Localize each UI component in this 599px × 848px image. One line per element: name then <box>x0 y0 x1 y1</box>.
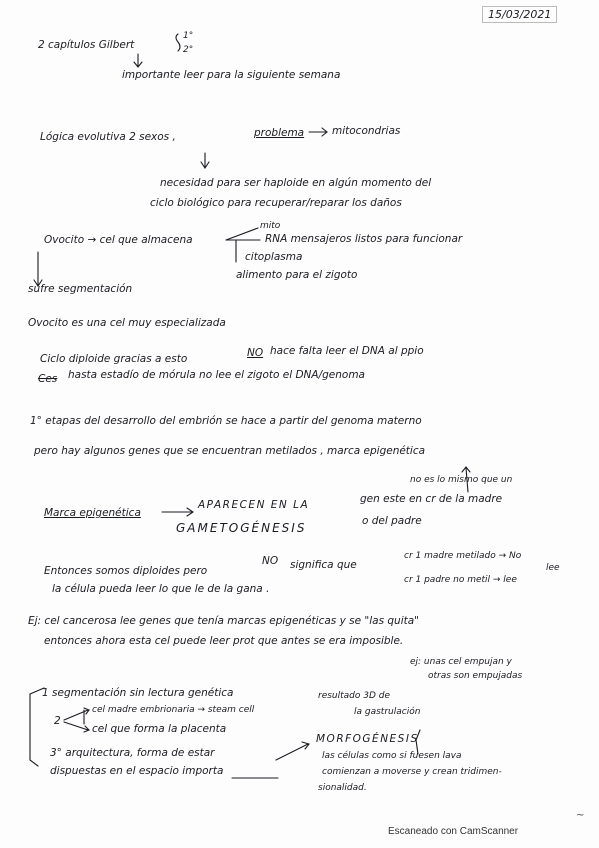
branch-arrow-2-icon <box>64 722 89 732</box>
note-line: necesidad para ser haploide en algún momento del <box>160 177 432 189</box>
note-line: 2 capítulos Gilbert <box>38 39 135 51</box>
note-line: sufre segmentación <box>28 283 133 295</box>
note-line: no es lo mismo que un <box>410 475 513 485</box>
note-line: entonces ahora esta cel puede leer prot que antes se era imposible. <box>44 635 404 647</box>
note-line: la célula pueda leer lo que le de la gana . <box>52 583 270 595</box>
ovocito-arrow-icon <box>34 252 42 286</box>
note-line: mito <box>260 221 281 231</box>
problema-arrow-icon <box>309 128 327 136</box>
note-line: Ces <box>38 373 58 385</box>
note-line: hace falta leer el DNA al ppio <box>270 345 424 357</box>
note-line: Marca epigenética <box>44 507 141 519</box>
note-line: o del padre <box>362 515 422 527</box>
note-line: la gastrulación <box>354 707 421 717</box>
note-line: citoplasma <box>245 251 303 263</box>
note-line: 1° etapas del desarrollo del embrión se hace a partir del genoma materno <box>30 415 422 427</box>
note-line: significa que <box>290 559 357 571</box>
note-line: cel que forma la placenta <box>92 723 227 735</box>
note-line: RNA mensajeros listos para funcionar <box>265 233 463 245</box>
note-line: MORFOGÉNESIS <box>316 733 419 745</box>
note-line: APARECEN EN LA <box>198 499 310 511</box>
note-line: 2 <box>54 715 61 727</box>
note-line: Entonces somos diploides pero <box>44 565 208 577</box>
note-line: GAMETOGÉNESIS <box>176 521 307 535</box>
note-line: NO <box>262 555 279 567</box>
note-line: Ciclo diploide gracias a esto <box>40 353 188 365</box>
note-line: dispuestas en el espacio importa <box>50 765 224 777</box>
note-line: Lógica evolutiva 2 sexos , <box>40 131 176 143</box>
note-line: Ovocito → cel que almacena <box>44 234 193 246</box>
note-line: otras son empujadas <box>428 671 523 681</box>
note-line: ej: unas cel empujan y <box>410 657 512 667</box>
note-line: Ej: cel cancerosa lee genes que tenía marcas epigenéticas y se "las quita" <box>28 615 420 627</box>
page-mark: ~ <box>576 810 585 821</box>
note-line: resultado 3D de <box>318 691 391 701</box>
note-line: cr 1 madre metilado → No <box>404 551 522 561</box>
note-line: 1 segmentación sin lectura genética <box>42 687 234 699</box>
note-line: alimento para el zigoto <box>236 269 358 281</box>
scanner-watermark: Escaneado con CamScanner <box>388 826 519 837</box>
note-line: 3° arquitectura, forma de estar <box>50 747 215 759</box>
note-line: gen este en cr de la madre <box>360 493 503 505</box>
morfo-arrow-icon <box>276 742 309 760</box>
down-arrow-icon <box>134 54 142 67</box>
down-arrow-2-icon <box>201 153 209 168</box>
brace-mark <box>176 34 180 51</box>
note-line: NO <box>247 347 264 359</box>
note-line: mitocondrias <box>332 125 401 137</box>
note-date: 15/03/2021 <box>482 6 557 23</box>
note-line: las células como si fuesen lava <box>322 751 462 761</box>
note-line: cel madre embrionaria → steam cell <box>92 705 255 715</box>
note-line: ciclo biológico para recuperar/reparar los daños <box>150 197 402 209</box>
note-line: 2° <box>183 45 194 55</box>
note-line: 1° <box>183 31 194 41</box>
note-line: importante leer para la siguiente semana <box>122 69 341 81</box>
note-line: comienzan a moverse y crean tridimen- <box>322 767 502 777</box>
bracket-left <box>30 688 44 766</box>
note-line: hasta estadío de mórula no lee el zigoto el DNA/genoma <box>68 369 365 381</box>
note-line: lee <box>546 563 560 573</box>
note-line: sionalidad. <box>318 783 367 793</box>
note-line: cr 1 padre no metil → lee <box>404 575 517 585</box>
branch-arrow-1-icon <box>64 708 89 720</box>
note-line: Ovocito es una cel muy especializada <box>28 317 226 329</box>
marca-arrow-icon <box>162 508 193 516</box>
note-line: problema <box>254 127 305 139</box>
note-line: pero hay algunos genes que se encuentran metilados , marca epigenética <box>34 445 426 457</box>
